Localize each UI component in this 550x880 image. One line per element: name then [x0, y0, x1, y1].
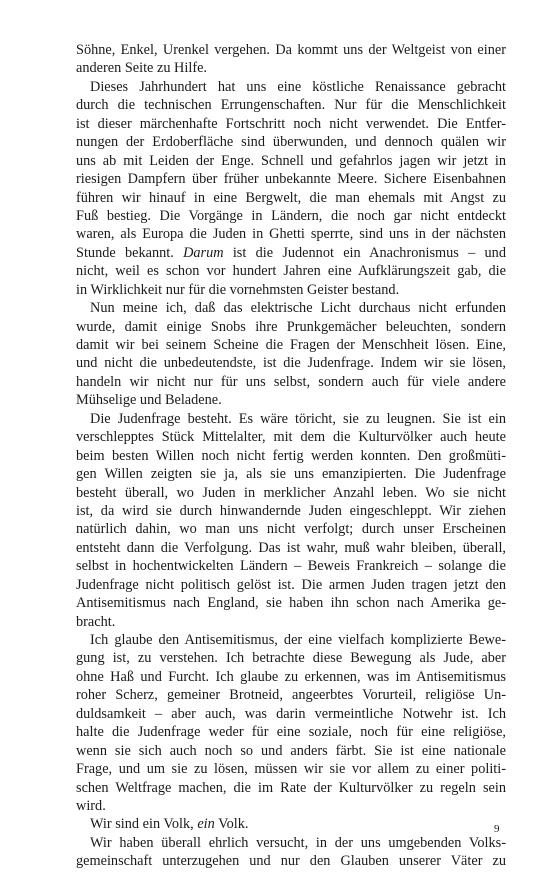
text-line: Mühselige und Beladene.	[76, 392, 222, 409]
text-line: Stunde bekannt. Darum ist die Judennot ein Anachronismus – und	[76, 244, 506, 261]
paragraph-first-line: Die Judenfrage besteht. Es wäre töricht, sie zu leugnen. Sie ist ein	[90, 410, 506, 427]
text-line: schen Weltfrage machen, die im Rate der Kulturvölker zu regeln sein	[76, 779, 506, 796]
text-line: roher Scherz, gemeiner Brotneid, angeerbtes Vorurteil, religiöse Un-	[76, 687, 506, 704]
text-line: führen wir hinauf in eine Bergwelt, die man ehemals mit Angst zu	[76, 189, 506, 206]
text-line: Judenfrage nicht politisch gelöst ist. Die armen Juden tragen jetzt den	[76, 576, 506, 593]
paragraph-first-line: Ich glaube den Antisemitismus, der eine vielfach komplizierte Bewe-	[90, 632, 506, 648]
text-line: und nicht die unbedeutendste, ist die Judenfrage. Indem wir sie lösen,	[76, 355, 506, 372]
text-line: wird.	[76, 797, 106, 814]
paragraph-first-line: Dieses Jahrhundert hat uns eine köstliche Renaissance gebracht	[90, 78, 506, 95]
text-line: riesigen Dampfern über früher unbekannte Meere. Sichere Eisenbahnen	[76, 171, 506, 188]
text-line: bracht.	[76, 613, 116, 630]
text-line: duldsamkeit – aber auch, was darin vermeintliche Notwehr ist. Ich	[76, 705, 506, 722]
page-body	[76, 41, 506, 871]
paragraph-first-line: Nun meine ich, daß das elektrische Licht durchaus nicht erfunden	[90, 300, 506, 317]
text-line: nicht, weil es schon vor hundert Jahren eine Aufklärungszeit gab, die	[76, 263, 506, 280]
text-line: uns ab mit Leiden der Enge. Schnell und gefahrlos jagen wir jetzt in	[76, 152, 506, 169]
paragraph-first-line: Wir sind ein Volk, ein Volk.	[90, 816, 249, 833]
text-line: damit wir bei seinem Scheine die Fragen der Menschheit lösen. Eine,	[76, 337, 506, 353]
paragraph-first-line: Wir haben überall ehrlich versucht, in der uns umgebenden Volks-	[90, 834, 506, 851]
text-line: gemeinschaft unterzugehen und nur den Glauben unserer Väter zu	[76, 853, 506, 870]
text-line: halte die Judenfrage weder für eine soziale, noch für eine religiöse,	[76, 724, 506, 741]
emphasis: ein	[197, 816, 215, 833]
text-line: Frage, und um sie zu lösen, müssen wir sie vor allem zu einer politi-	[76, 761, 506, 778]
text-line: durch die technischen Errungenschaften. Nur für die Menschlichkeit	[76, 97, 506, 114]
text-line: ohne Haß und Furcht. Ich glaube zu erkennen, was im Antisemitismus	[76, 668, 506, 685]
text-line: natürlich dahin, wo man uns nicht verfolgt; durch unser Erscheinen	[76, 521, 506, 538]
text-line: gen Willen zeigten sie ja, als sie uns emanzipierten. Die Judenfrage	[76, 466, 506, 483]
emphasis: Darum	[183, 244, 224, 261]
text-line: Antisemitismus nach England, sie haben ihn schon nach Amerika ge-	[76, 595, 506, 612]
text-line: beim besten Willen noch nicht fertig werden konnten. Den großmüti-	[76, 447, 506, 464]
text-line: gung ist, zu verstehen. Ich betrachte diese Bewegung als Jude, aber	[76, 650, 506, 667]
page-number: 9	[494, 823, 500, 835]
text-line: waren, als Europa die Juden in Ghetti sperrte, sind uns in der nächsten	[76, 226, 506, 243]
text-line: selbst in hochentwickelten Ländern – Beweis Frankreich – solange die	[76, 558, 506, 575]
text-line: wenn sie sich auch noch so und anders färbt. Sie ist eine nationale	[76, 742, 506, 759]
text-line: verschlepptes Stück Mittelalter, mit dem die Kulturvölker auch heute	[76, 429, 506, 446]
text-line: entsteht dann die Verfolgung. Das ist wahr, muß wahr bleiben, überall,	[76, 539, 506, 556]
text-line: besteht überall, wo Juden in merklicher Anzahl leben. Wo sie nicht	[76, 484, 506, 501]
text-line: Söhne, Enkel, Urenkel vergehen. Da kommt uns der Weltgeist von einer	[76, 42, 506, 58]
text-line: wurde, damit einige Snobs ihre Prunkgemächer beleuchten, sondern	[76, 318, 506, 335]
text-line: Fuß bestieg. Die Vorgänge in Ländern, die noch gar nicht entdeckt	[76, 207, 506, 224]
text-line: anderen Seite zu Hilfe.	[76, 60, 207, 77]
text-line: in Wirklichkeit nur für die vornehmsten Geister bestand.	[76, 281, 400, 298]
text-line: ist, da wird sie durch hinwandernde Juden eingeschleppt. Wir ziehen	[76, 502, 506, 519]
text-line: ist dieser märchenhafte Fortschritt noch nicht verwendet. Die Entfer-	[76, 115, 506, 132]
text-line: handeln wir nicht nur für uns selbst, sondern auch für viele andere	[76, 373, 506, 390]
text-line: nungen der Erdoberfläche sind überwunden, und dennoch quälen wir	[76, 134, 506, 151]
